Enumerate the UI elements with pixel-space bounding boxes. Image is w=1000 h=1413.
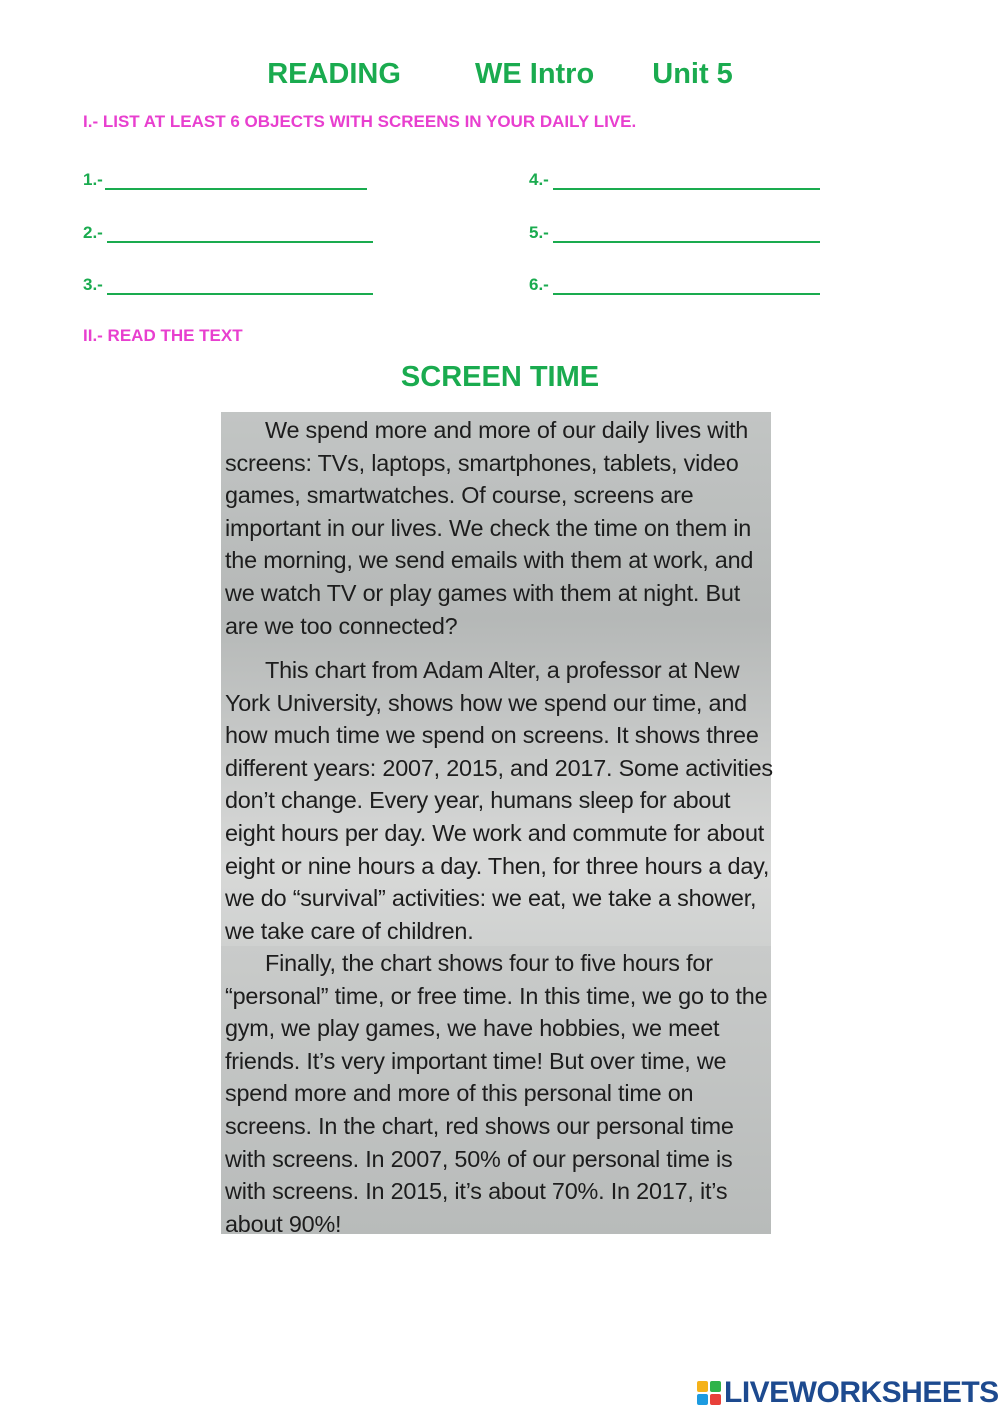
answer-item-4	[529, 168, 820, 190]
liveworksheets-logo-icon	[697, 1381, 721, 1405]
answer-line-4[interactable]	[553, 168, 820, 190]
answer-item-1	[83, 168, 367, 190]
section2-instruction: II.- READ THE TEXT	[83, 326, 243, 345]
liveworksheets-logo	[697, 1377, 999, 1409]
answer-line-3[interactable]	[107, 273, 373, 295]
answer-label-3: 3.-	[83, 275, 103, 294]
answer-line-1[interactable]	[105, 168, 367, 190]
liveworksheets-logo-text: LIVEWORKSHEETS	[724, 1376, 999, 1409]
answer-line-5[interactable]	[553, 221, 820, 243]
answer-item-6	[529, 273, 820, 295]
reading-paragraph-3: Finally, the chart shows four to five hours for “personal” time, or free time. In this time, we go to the gym, we play games, we have hobbies, we meet friends. It’s very important time! But over time, we spend more and more of this personal time on screens. In the chart, red shows our personal time with screens. In 2007, 50% of our personal time is with screens. In 2015, it’s about 70%. In 2017, it’s about 90%!	[225, 950, 768, 1237]
reading-paragraph-2: This chart from Adam Alter, a professor at New York University, shows how we spend our time, and how much time we spend on screens. It shows three different years: 2007, 2015, and 2017. Some activities don’t change. Every year, humans sleep for about eight hours per day. We work and commute for about eight or nine hours a day. Then, for three hours a day, we do “survival” activities: we eat, we take a shower, we take care of children.	[225, 657, 773, 944]
answer-item-5	[529, 221, 820, 243]
section1-instruction: I.- LIST AT LEAST 6 OBJECTS WITH SCREENS IN YOUR DAILY LIVE.	[83, 112, 637, 131]
answer-item-3	[83, 273, 373, 295]
header-reading: READING	[267, 58, 401, 90]
reading-paragraph-1: We spend more and more of our daily lives with screens: TVs, laptops, smartphones, tablets, video games, smartwatches. Of course, screens are important in our lives. We check the time on them in the morning, we send emails with them at work, and we watch TV or play games with them at night. But are we too connected?	[225, 417, 754, 639]
answer-label-6: 6.-	[529, 275, 549, 294]
answer-label-1: 1.-	[83, 170, 103, 189]
answer-line-6[interactable]	[553, 273, 820, 295]
answer-line-2[interactable]	[107, 221, 373, 243]
header-book: WE Intro	[474, 58, 595, 90]
worksheet-header	[0, 58, 1000, 91]
answer-label-4: 4.-	[529, 170, 549, 189]
header-unit: Unit 5	[652, 58, 733, 90]
reading-text-image	[221, 412, 773, 1237]
reading-title: SCREEN TIME	[400, 361, 600, 393]
answer-label-5: 5.-	[529, 223, 549, 242]
answer-label-2: 2.-	[83, 223, 103, 242]
answer-item-2	[83, 221, 373, 243]
